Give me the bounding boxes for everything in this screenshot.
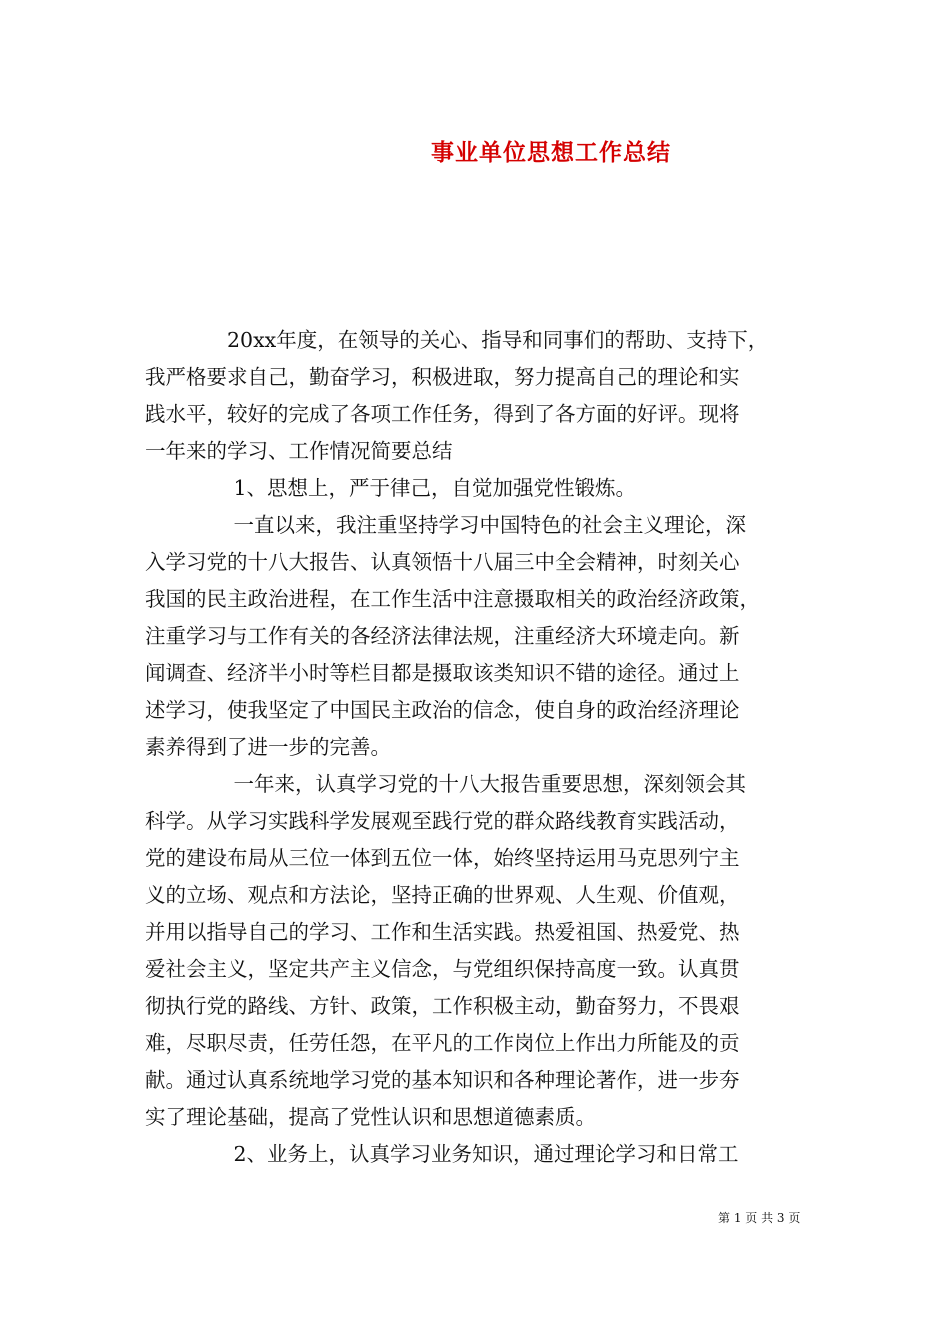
body-line: 入学习党的十八大报告、认真领悟十八届三中全会精神，时刻关心 bbox=[145, 550, 740, 574]
body-line: 我国的民主政治进程，在工作生活中注意摄取相关的政治经济政策， bbox=[145, 587, 760, 611]
body-line: 义的立场、观点和方法论，坚持正确的世界观、人生观、价值观， bbox=[145, 883, 740, 907]
body-line: 20xx年度，在领导的关心、指导和同事们的帮助、支持下， bbox=[145, 328, 769, 352]
body-line: 彻执行党的路线、方针、政策，工作积极主动，勤奋努力，不畏艰 bbox=[145, 994, 740, 1018]
body-line: 难，尽职尽责，任劳任怨，在平凡的工作岗位上作出力所能及的贡 bbox=[145, 1031, 740, 1055]
section-heading-2: 2、业务上，认真学习业务知识，通过理论学习和日常工 bbox=[145, 1142, 739, 1166]
body-line: 爱社会主义，坚定共产主义信念，与党组织保持高度一致。认真贯 bbox=[145, 957, 740, 981]
body-line: 献。通过认真系统地学习党的基本知识和各种理论著作，进一步夯 bbox=[145, 1068, 740, 1092]
body-line: 注重学习与工作有关的各经济法律法规，注重经济大环境走向。新 bbox=[145, 624, 740, 648]
body-line: 我严格要求自己，勤奋学习，积极进取，努力提高自己的理论和实 bbox=[145, 365, 740, 389]
document-title: 事业单位思想工作总结 bbox=[431, 139, 671, 166]
body-line: 践水平，较好的完成了各项工作任务，得到了各方面的好评。现将 bbox=[145, 402, 740, 426]
body-line: 党的建设布局从三位一体到五位一体，始终坚持运用马克思列宁主 bbox=[145, 846, 740, 870]
body-line: 并用以指导自己的学习、工作和生活实践。热爱祖国、热爱党、热 bbox=[145, 920, 740, 944]
body-line: 闻调查、经济半小时等栏目都是摄取该类知识不错的途径。通过上 bbox=[145, 661, 740, 685]
document-body bbox=[145, 322, 835, 1173]
body-line: 一年来的学习、工作情况简要总结 bbox=[145, 439, 453, 463]
body-line: 述学习，使我坚定了中国民主政治的信念，使自身的政治经济理论 bbox=[145, 698, 740, 722]
body-line: 一年来，认真学习党的十八大报告重要思想，深刻领会其 bbox=[145, 772, 747, 796]
body-line: 素养得到了进一步的完善。 bbox=[145, 735, 391, 759]
body-line: 实了理论基础，提高了党性认识和思想道德素质。 bbox=[145, 1105, 596, 1129]
section-heading-1: 1、思想上，严于律己，自觉加强党性锻炼。 bbox=[145, 476, 637, 500]
page-number-footer: 第 1 页 共 3 页 bbox=[718, 1211, 801, 1225]
body-line: 一直以来，我注重坚持学习中国特色的社会主义理论，深 bbox=[145, 513, 747, 537]
body-line: 科学。从学习实践科学发展观至践行党的群众路线教育实践活动， bbox=[145, 809, 740, 833]
